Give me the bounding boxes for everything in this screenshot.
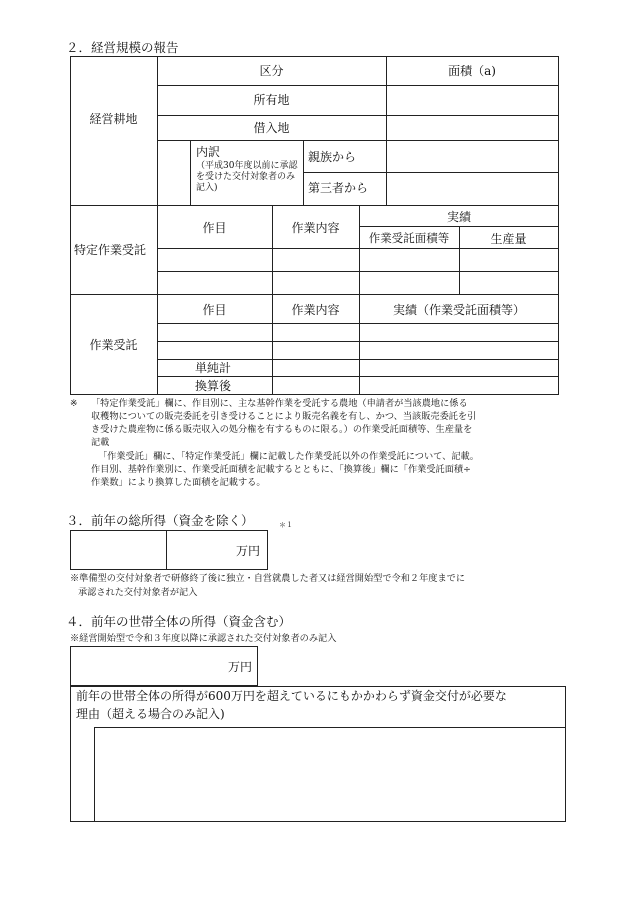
leased-land-area-field[interactable] [387,116,558,140]
reason-input[interactable] [94,727,566,822]
specific-work-header: 作業内容 [291,221,340,235]
breakdown-label: 内訳 [196,145,221,159]
note-line: 作業数」により換算した面積を記載する。 [91,477,266,488]
contract-results-header: 実績（作業受託面積等） [392,303,525,317]
section2-heading: ２．経営規模の報告 [66,40,179,55]
specific-results-header: 実績 [446,210,471,224]
note-line: 作目別、基幹作業別に、作業受託面積を記載するとともに、「換算後」欄に「作業受託面積÷ [91,464,471,475]
converted-label: 換算後 [195,379,232,393]
specific-contract-area-header: 作業受託面積等 [368,231,450,245]
footnote-mark: ＊１ [279,521,293,529]
kubun-header: 区分 [259,64,284,78]
household-income-unit: 万円 [228,660,253,674]
section3-note-line1: ※準備型の交付対象者で研修終了後に独立・自営就農した者又は経営開始型で令和２年度までに [70,573,466,584]
specific-contract-label: 特定作業受託 [74,243,147,257]
specific-crop-header: 作目 [202,221,227,235]
production-header: 生産量 [490,232,527,246]
note-mark: ※ [70,398,78,409]
breakdown-note: （平成30年度以前に承認を受けた交付対象者のみ記入) [196,161,298,193]
owned-land-area-field[interactable] [387,86,558,115]
third-party-area-field[interactable] [360,173,558,205]
farmland-label: 経営耕地 [89,112,138,126]
section3-heading: ３．前年の総所得（資金を除く） [66,513,254,528]
from-relatives-label: 親族から [308,150,357,164]
note-line: 「作業受託」欄に、「特定作業受託」欄に記載した作業受託以外の作業受託について、記載。 [98,451,479,462]
section4-heading: ４．前年の世帯全体の所得（資金含む） [66,614,292,629]
relatives-area-field[interactable] [360,141,558,172]
reason-label-line1: 前年の世帯全体の所得が600万円を超えているにもかかわらず資金交付が必要な [76,689,507,703]
note-line: き受けた農産物に係る販売収入の処分権を有するものに限る。）の作業受託面積等、生産量を [91,424,473,435]
note-line: 収穫物についての販売委託を引き受けることにより販売名義を有し、かつ、当該販売委託を引 [91,411,477,422]
total-income-unit: 万円 [236,544,261,558]
from-third-party-label: 第三者から [308,181,369,195]
note-line: 記載 [91,437,110,448]
total-income-left-field[interactable] [71,531,165,569]
note-line: 「特定作業受託」欄に、作目別に、主な基幹作業を受託する農地（申請者が当該農地に係る [91,398,468,409]
contract-work-header: 作業内容 [291,303,340,317]
section3-note-line2: 承認された交付対象者が記入 [78,587,198,598]
section4-subnote: ※経営開始型で令和３年度以降に承認された交付対象者のみ記入 [70,633,337,644]
reason-label-line2: 理由（超える場合のみ記入) [76,707,225,721]
area-header: 面積（a) [448,64,496,78]
contract-crop-header: 作目 [202,303,227,317]
contract-label: 作業受託 [89,338,138,352]
owned-land-label: 所有地 [253,93,290,107]
leased-land-label: 借入地 [253,121,290,135]
simple-total-label: 単純計 [195,361,232,375]
